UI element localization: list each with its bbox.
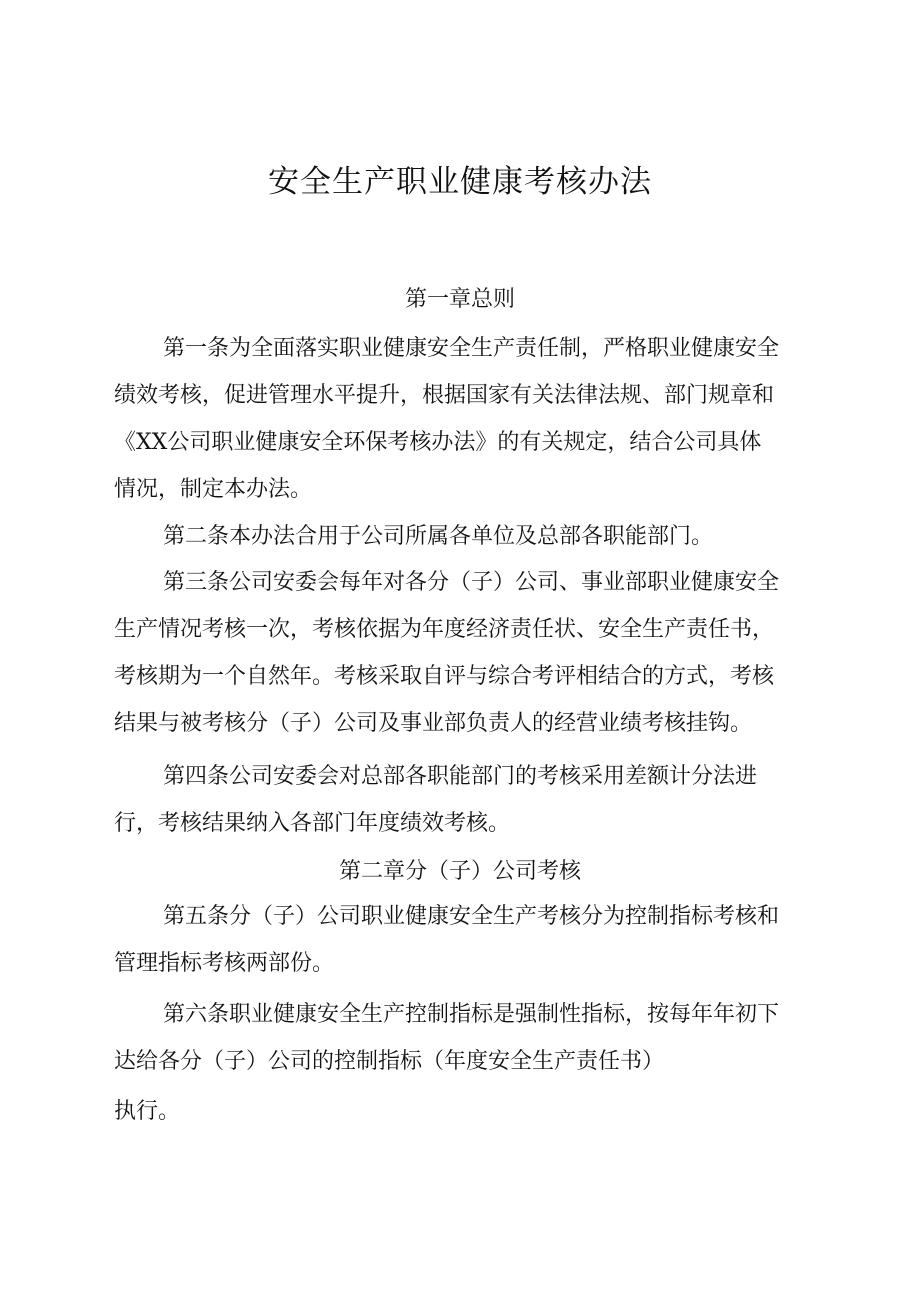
article-2-line-1: 第二条本办法合用于公司所属各单位及总部各职能部门。 [163,524,714,549]
article-3-line-2: 生产情况考核一次，考核依据为年度经济责任状、安全生产责任书， [114,617,775,642]
article-5-line-2: 管理指标考核两部份。 [114,951,335,976]
article-1-line-4: 情况，制定本办法。 [114,477,313,502]
article-6-line-2: 达给各分（子）公司的控制指标（年度安全生产责任书） [114,1049,665,1074]
chapter-1-heading: 第一章总则 [404,287,515,312]
article-3-line-4: 结果与被考核分（子）公司及事业部负责人的经营业绩考核挂钩。 [114,711,753,736]
document-title: 安全生产职业健康考核办法 [268,164,652,200]
article-5-line-1: 第五条分（子）公司职业健康安全生产考核分为控制指标考核和 [163,904,780,929]
article-1-line-2: 绩效考核，促进管理水平提升，根据国家有关法律法规、部门规章和 [114,383,775,408]
article-4-line-1: 第四条公司安委会对总部各职能部门的考核采用差额计分法进 [163,764,758,789]
chapter-2-heading: 第二章分（子）公司考核 [338,859,581,884]
article-3-line-1: 第三条公司安委会每年对各分（子）公司、事业部职业健康安全 [163,570,780,595]
article-3-line-3: 考核期为一个自然年。考核采取自评与综合考评相结合的方式，考核 [114,664,775,689]
article-1-line-3: 《XX公司职业健康安全环保考核办法》的有关规定，结合公司具体 [114,430,762,455]
article-6-line-3: 执行。 [114,1099,181,1124]
article-4-line-2: 行，考核结果纳入各部门年度绩效考核。 [114,811,511,836]
article-6-line-1: 第六条职业健康安全生产控制指标是强制性指标，按每年年初下 [163,1002,780,1027]
article-1-line-1: 第一条为全面落实职业健康安全生产责任制，严格职业健康安全 [163,336,780,361]
